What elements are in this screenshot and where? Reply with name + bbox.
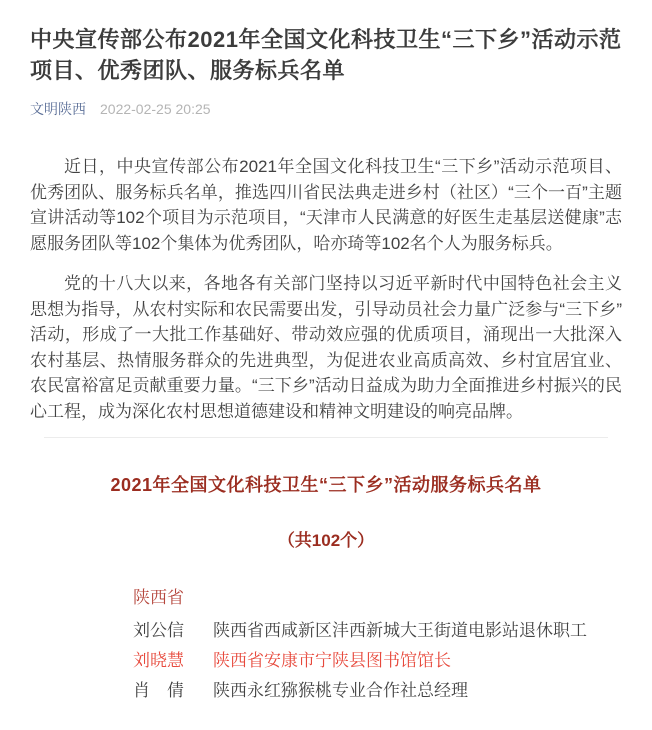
- awardee-name: 刘公信: [133, 621, 184, 641]
- article-paragraph-2: 党的十八大以来，各地各有关部门坚持以习近平新时代中国特色社会主义思想为指导，从农村实际和农民需要出发，引导动员社会力量广泛参与“三下乡”活动，形成了一大批工作基础好、带动效应强的优质项目，涌现出一大批深入农村基层、热情服务群众的先进典型，为促进农业高质高效、乡村宜居宜业、农民富裕富足贡献重要力量。“三下乡”活动日益成为助力全面推进乡村振兴的民心工程，成为深化农村思想道德建设和精神文明建设的响亮品牌。: [30, 274, 622, 421]
- article-meta: [30, 99, 622, 119]
- list-heading: 2021年全国文化科技卫生“三下乡”活动服务标兵名单: [110, 475, 542, 496]
- list-count: （共102个）: [277, 531, 375, 551]
- list-item: [133, 679, 622, 703]
- awardee-description: 陕西永红猕猴桃专业合作社总经理: [213, 680, 468, 700]
- article-timestamp: 2022-02-25 20:25: [100, 101, 211, 118]
- article-source-link[interactable]: 文明陕西: [30, 101, 86, 118]
- article-title: 中央宣传部公布2021年全国文化科技卫生“三下乡”活动示范项目、优秀团队、服务标兵名单: [30, 27, 622, 84]
- province-label: 陕西省: [133, 588, 184, 608]
- awardee-name: 肖 倩: [133, 680, 184, 700]
- list-item-highlighted: [133, 649, 622, 673]
- awardee-name: 刘晓慧: [133, 651, 184, 671]
- awardee-list: [133, 586, 622, 702]
- section-divider: [44, 437, 608, 438]
- list-item: [133, 619, 622, 643]
- awardee-description: 陕西省安康市宁陕县图书馆馆长: [213, 651, 451, 671]
- article-paragraph-1: 近日，中央宣传部公布2021年全国文化科技卫生“三下乡”活动示范项目、优秀团队、服务标兵名单，推选四川省民法典走进乡村（社区）“三个一百”主题宣讲活动等102个项目为示范项目，“天津市人民满意的好医生走基层送健康”志愿服务团队等102个集体为优秀团队，哈亦琦等102名个人为服务标兵。: [30, 157, 622, 253]
- awardee-description: 陕西省西咸新区沣西新城大王街道电影站退休职工: [213, 621, 587, 641]
